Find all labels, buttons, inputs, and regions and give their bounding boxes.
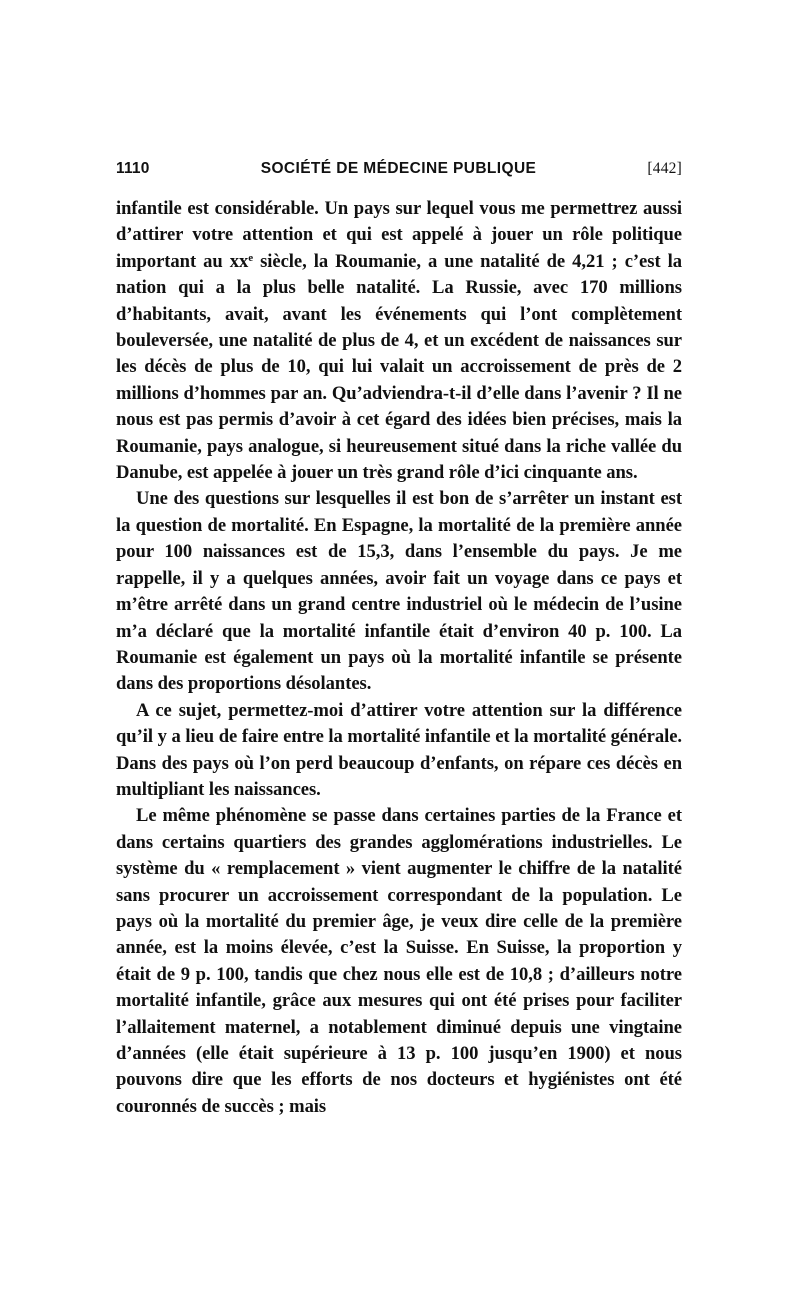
running-title: SOCIÉTÉ DE MÉDECINE PUBLIQUE — [260, 160, 537, 177]
paragraph-3: A ce sujet, permettez-moi d’attirer votre attention sur la différence qu’il y a lieu de faire entre la mortalité infantile et la mortalité générale. Dans des pays où l’on perd beaucoup d’enfants, on répare ces décès en multipliant les naissances. — [116, 699, 682, 800]
page-number: 1110 — [116, 160, 150, 177]
century-superscript: e — [248, 251, 254, 264]
paragraph-1-text-before: infantile est considérable. Un pays sur lequel vous me permettrez aussi d’attirer votre attention et qui est appelé à jouer un rôle politique important au xx — [116, 198, 682, 272]
paragraph-1-text-after: siècle, la Roumanie, a une natalité de 4,21 ; c’est la nation qui a la plus belle natalité. La Russie, avec 170 millions d’habitants, avait, avant les événements qui l’ont complètement bouleversée, une natalité de plus de 4, et un excédent de naissances sur les décès de plus de 10, qui lui valait un accroissement de près de 2 millions d’hommes par an. Qu’adviendra-t-il d’elle dans l’avenir ? Il ne nous est pas permis d’avoir à cet égard des idées bien précises, mais la Roumanie, pays analogue, si heureusement situé dans la riche vallée du Danube, est appelée à jouer un très grand rôle d’ici cinquante ans. — [116, 250, 682, 484]
paragraph-4: Le même phénomène se passe dans certaines parties de la France et dans certains quartiers des grandes agglomérations industrielles. Le système du « remplacement » vient augmenter le chiffre de la natalité sans procurer un accroissement correspondant de la population. Le pays où la mortalité du premier âge, je veux dire celle de la première année, est la moins élevée, c’est la Suisse. En Suisse, la proportion y était de 9 p. 100, tandis que chez nous elle est de 10,8 ; d’ailleurs notre mortalité infantile, grâce aux mesures qui ont été prises pour faciliter l’allaitement maternel, a notablement diminué depuis une vingtaine d’années (elle était supérieure à 13 p. 100 jusqu’en 1900) et nous pouvons dire que les efforts de nos docteurs et hygiénistes ont été couronnés de succès ; mais — [116, 805, 682, 1117]
page-reference: [442] — [647, 160, 682, 177]
paragraph-1 — [116, 196, 682, 486]
running-header — [116, 160, 682, 184]
paragraph-2: Une des questions sur lesquelles il est bon de s’arrêter un instant est la question de mortalité. En Espagne, la mortalité de la première année pour 100 naissances est de 15,3, dans l’ensemble du pays. Je me rappelle, il y a quelques années, avoir fait un voyage dans ce pays et m’être arrêté dans un grand centre industriel où le médecin de l’usine m’a déclaré que la mortalité infantile était d’environ 40 p. 100. La Roumanie est également un pays où la mortalité infantile se présente dans des proportions désolantes. — [116, 488, 682, 695]
body-text — [116, 196, 682, 1120]
book-page — [116, 160, 682, 1120]
